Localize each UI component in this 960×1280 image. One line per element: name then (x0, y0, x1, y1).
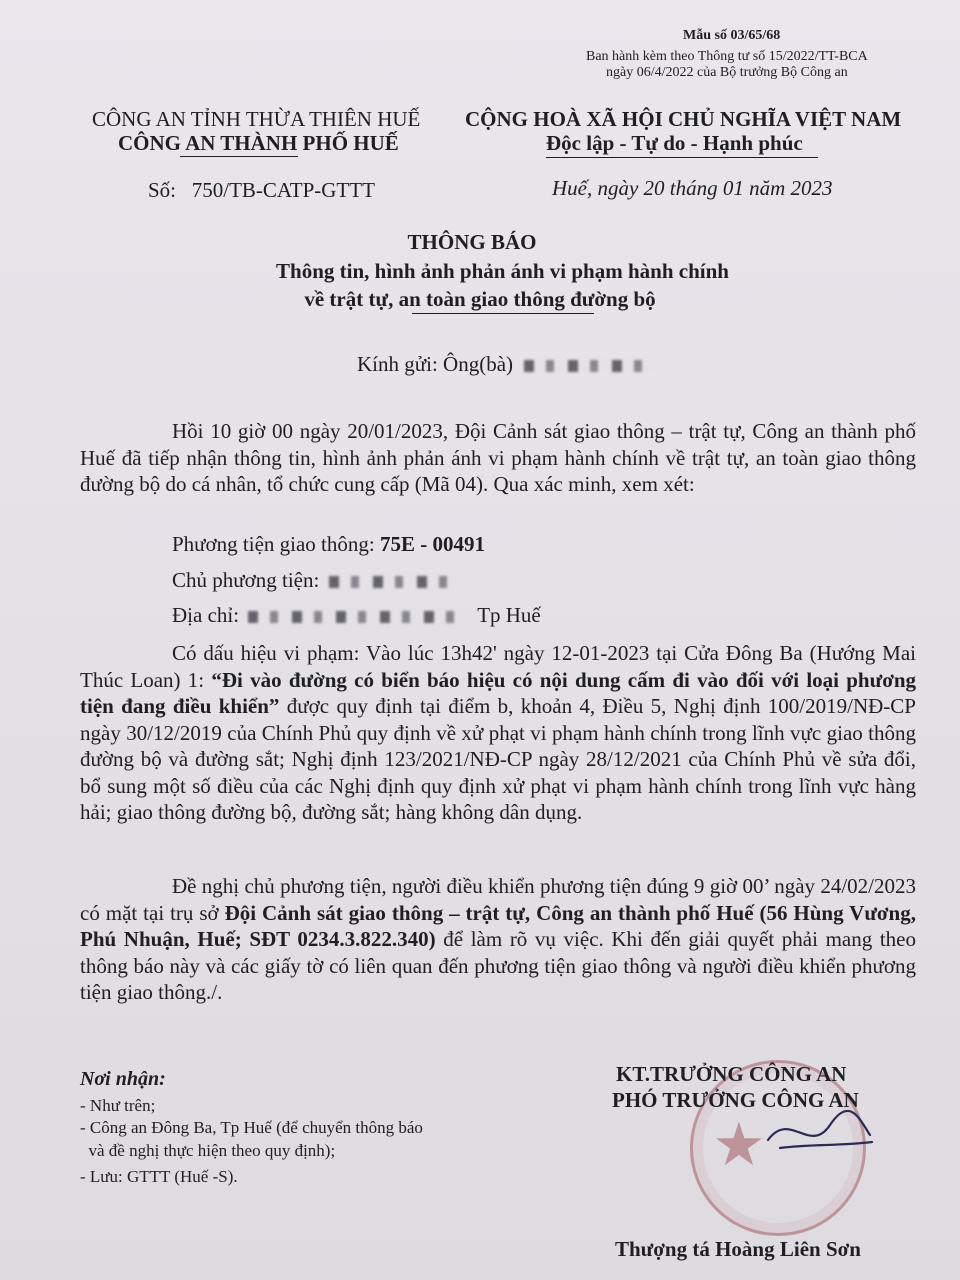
notice-subtitle-1: Thông tin, hình ảnh phản ánh vi phạm hành chính (276, 259, 729, 283)
intro-paragraph: Hồi 10 giờ 00 ngày 20/01/2023, Đội Cảnh sát giao thông – trật tự, Công an thành phố Huế đã tiếp nhận thông tin, hình ảnh phản ánh vi phạm hành chính về trật tự, an toàn giao thông đường bộ do cá nhân, tổ chức cung cấp (Mã 04). Qua xác minh, xem xét: (80, 419, 916, 496)
motto-underline (546, 157, 818, 158)
violation-legal-basis: được quy định tại điểm b, khoản 4, Điều 5, Nghị định 100/2019/NĐ-CP ngày 30/12/2019 của Chính Phủ quy định về xử phạt vi phạm hành chính trong lĩnh vực giao thông đường bộ và đường sắt; Nghị định 123/2021/NĐ-CP ngày 28/12/2021 của Chính Phủ về sửa đổi, bổ sung một số điều của các Nghị định quy định xử phạt vi phạm hành chính trong lĩnh vực hàng hải; giao thông đường bộ, đường sắt; hàng không dân dụng. (80, 694, 916, 824)
address-label: Địa chỉ: (172, 603, 240, 627)
request-office: Đội Cảnh sát giao thông – trật tự, Công an thành phố Huế (56 Hùng Vương, Phú Nhuận, Huế; SĐT 0234.3.822.340) (80, 900, 916, 951)
recipient-line: và đề nghị thực hiện theo quy định); (80, 1141, 336, 1160)
address-line (172, 603, 541, 628)
redacted-address (248, 611, 468, 623)
violation-intro: Có dấu hiệu vi phạm: Vào lúc 13h42' ngày 12-01-2023 tại Cửa Đông Ba (Hướng Mai Thúc Loan) 1: (80, 641, 916, 692)
address-city: Tp Huế (477, 603, 541, 627)
signer-name: Thượng tá Hoàng Liên Sơn (615, 1237, 861, 1261)
salutation-text: Kính gửi: Ông(bà) (357, 352, 514, 376)
request-instructions: để làm rõ vụ việc. Khi đến giải quyết phải mang theo thông báo này và các giấy tờ có liên quan đến phương tiện giao thông và người điều khiển phương tiện giao thông./. (80, 927, 917, 1004)
violation-description: “Đi vào đường có biển báo hiệu có nội dung cấm đi vào đối với loại phương tiện đang điều khiển” (80, 667, 916, 718)
agency-parent: CÔNG AN TỈNH THỪA THIÊN HUẾ (92, 107, 421, 131)
vehicle-plate: 75E - 00491 (379, 532, 485, 556)
recipient-line: - Như trên; (80, 1096, 156, 1115)
request-paragraph (80, 873, 916, 1006)
recipient-line: - Lưu: GTTT (Huế -S). (80, 1167, 238, 1186)
agency-name: CÔNG AN THÀNH PHỐ HUẾ (118, 131, 399, 155)
vehicle-line (172, 532, 485, 557)
nation-title: CỘNG HOÀ XÃ HỘI CHỦ NGHĨA VIỆT NAM (465, 107, 902, 131)
notice-subtitle-2: về trật tự, an toàn giao thông đường bộ (304, 287, 656, 311)
subtitle-underline (412, 313, 594, 314)
recipient-line: - Công an Đông Ba, Tp Huế (để chuyển thông báo (80, 1118, 423, 1137)
recipients-title: Nơi nhận: (80, 1068, 166, 1090)
seal-star-icon: ★ (712, 1110, 766, 1180)
notice-title: THÔNG BÁO (407, 230, 537, 254)
redacted-name (524, 360, 654, 372)
signature-title-2: PHÓ TRƯỞNG CÔNG AN (612, 1088, 859, 1112)
form-issued-date: ngày 06/4/2022 của Bộ trưởng Bộ Công an (606, 65, 848, 80)
form-number: Mẫu số 03/65/68 (683, 28, 781, 43)
redacted-owner (329, 576, 449, 588)
vehicle-label: Phương tiện giao thông: (172, 532, 380, 556)
request-intro: Đề nghị chủ phương tiện, người điều khiển phương tiện đúng 9 giờ 00’ ngày 24/02/2023 có mặt tại trụ sở (80, 874, 916, 925)
salutation (357, 352, 654, 377)
agency-underline (180, 156, 298, 157)
owner-line (172, 568, 449, 593)
place-date: Huế, ngày 20 tháng 01 năm 2023 (552, 176, 833, 200)
form-issued-with: Ban hành kèm theo Thông tư số 15/2022/TT-BCA (586, 49, 868, 64)
signature-title-1: KT.TRƯỞNG CÔNG AN (616, 1062, 847, 1086)
violation-paragraph (80, 640, 916, 826)
owner-label: Chủ phương tiện: (172, 568, 320, 592)
nation-motto: Độc lập - Tự do - Hạnh phúc (546, 131, 803, 155)
document-number: Số: 750/TB-CATP-GTTT (148, 178, 375, 202)
